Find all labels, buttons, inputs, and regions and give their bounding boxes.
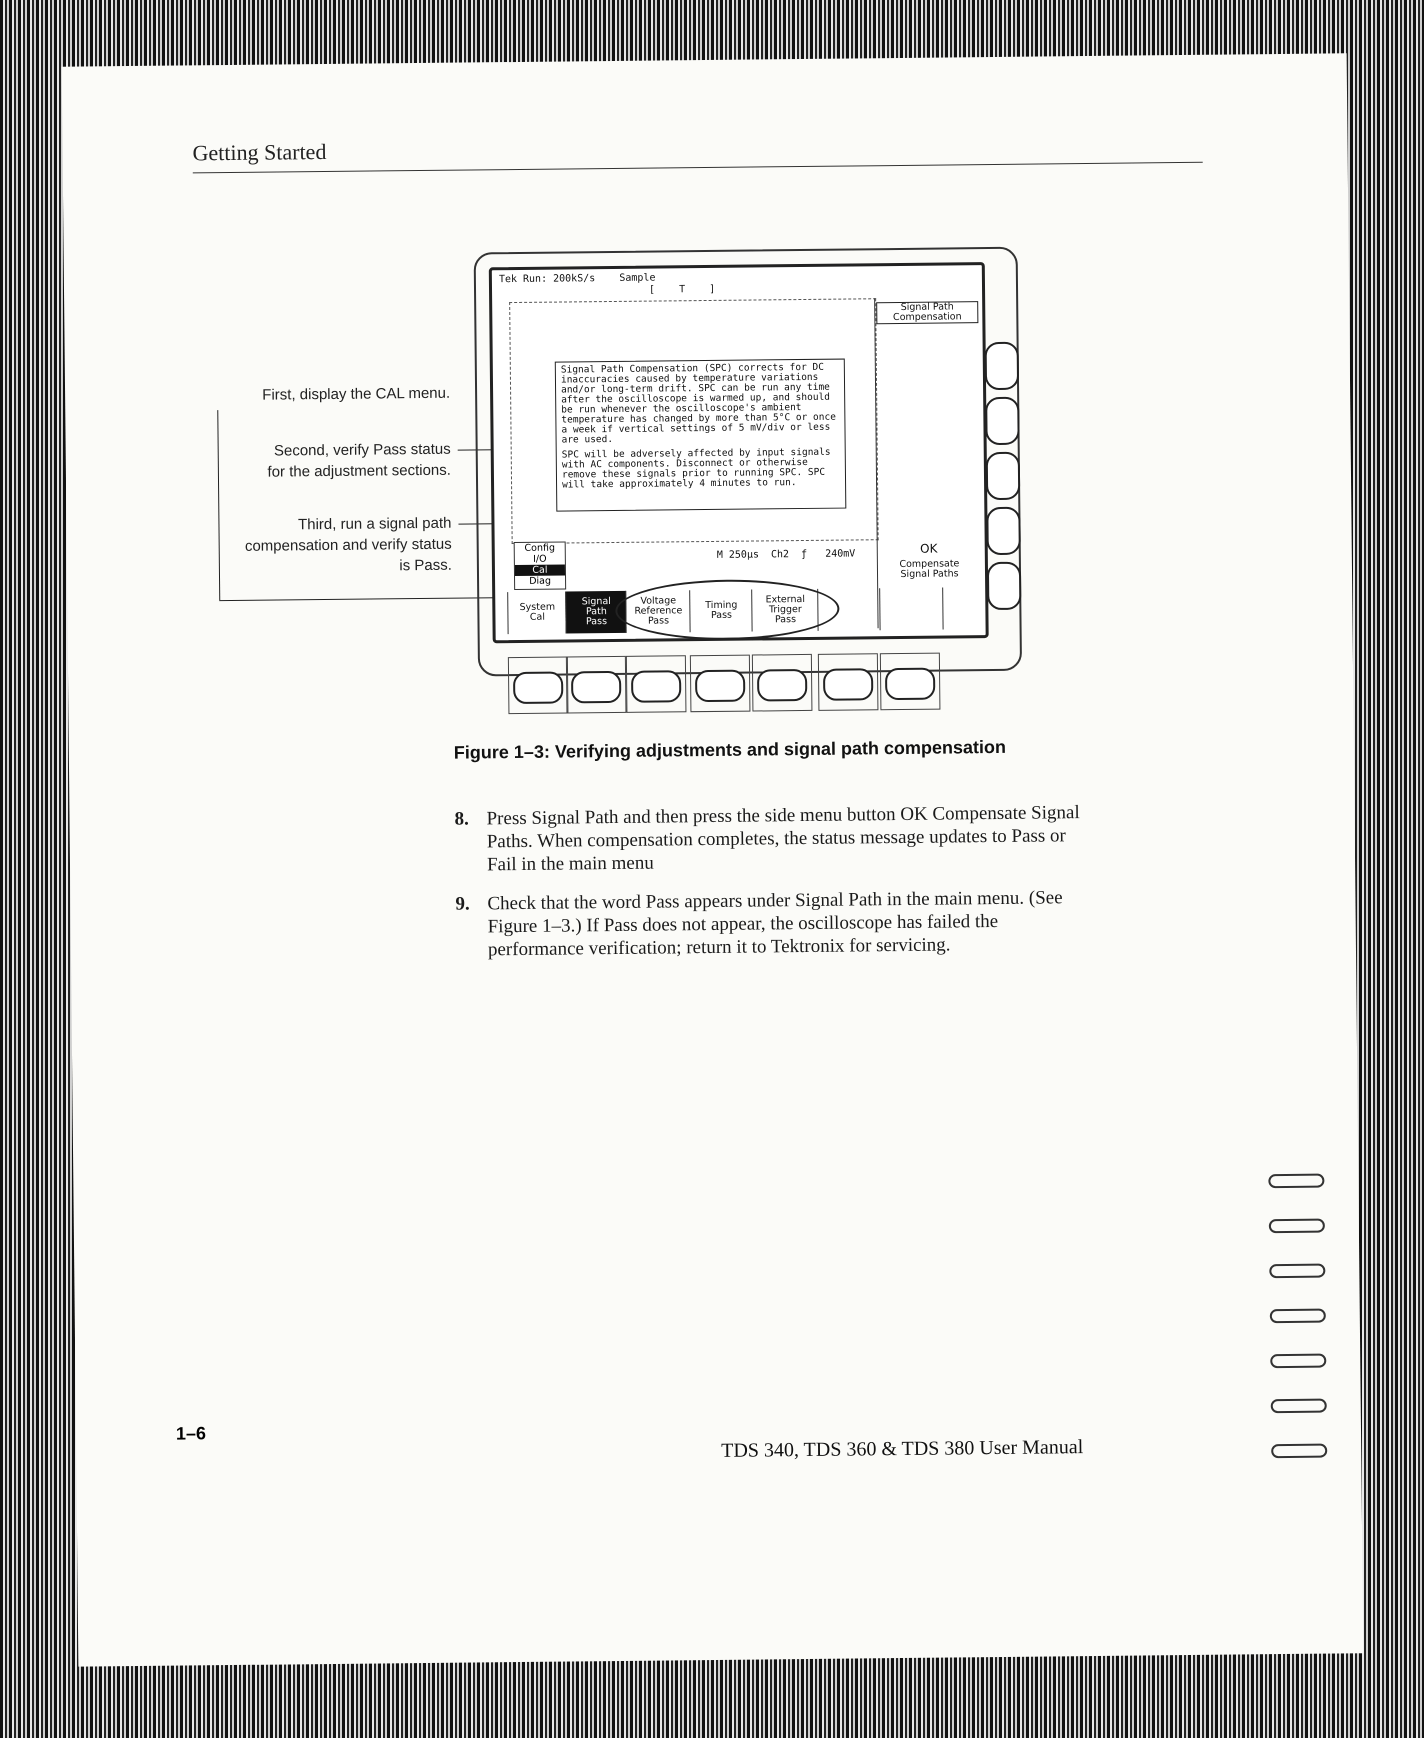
binding-ring [1270, 1309, 1326, 1324]
popup-io[interactable]: I/O [533, 553, 547, 565]
menu-system-cal-l2: Cal [529, 611, 546, 623]
binding-ring [1271, 1399, 1327, 1414]
step-8 [454, 801, 1095, 877]
side-button-2[interactable] [985, 397, 1020, 445]
menu-voltage-ref-l1: Voltage [640, 595, 677, 607]
spc-message-para-2: SPC will be adversely affected by input signals with AC components. Disconnect or otherwise remove these signals prior to running SPC. SPC will take approximately 4 minutes to run. [561, 446, 831, 491]
callout-second: Second, verify Pass status for the adjustment sections. [267, 440, 451, 481]
menu-ext-trig-l2: Trigger [768, 604, 802, 616]
menu-system-cal[interactable] [507, 591, 566, 634]
bottom-button-7[interactable] [885, 668, 935, 701]
binding-ring [1269, 1219, 1325, 1234]
menu-ext-trig-status: Pass [774, 614, 797, 626]
binding-ring [1269, 1264, 1325, 1279]
menu-timing-status: Pass [710, 609, 733, 621]
popup-config[interactable]: Config [524, 542, 556, 554]
callout-first: First, display the CAL menu. [262, 384, 451, 404]
figure-caption: Figure 1–3: Verifying adjustments and signal path compensation [453, 736, 1007, 763]
bottom-button-5[interactable] [757, 669, 807, 702]
menu-ext-trig-l1: External [765, 593, 806, 606]
side-button-3[interactable] [986, 452, 1021, 500]
spc-message-box [555, 359, 847, 512]
spc-message-para-1: Signal Path Compensation (SPC) corrects for DC inaccuracies caused by temperature variations and/or long-term drift. SPC can be run any time after the oscilloscope is warmed up, and should be run whenever the oscilloscope's ambient temperature has changed by more than 5°C or once a week if vertical settings of 5 mV/div or less are used. [560, 361, 836, 446]
scope-readout: M 250µs Ch2 ƒ 240mV [716, 548, 856, 561]
bottom-button-2[interactable] [571, 671, 621, 704]
menu-empty-7[interactable] [879, 588, 943, 631]
menu-system-cal-l1: System [519, 601, 556, 613]
step-8-text: Press Signal Path and then press the side menu button OK Compensate Signal Paths. When compensation completes, the status message updates to Pass or Fail in the main menu [486, 802, 1080, 876]
side-button-4[interactable] [986, 507, 1021, 555]
callout-third: Third, run a signal path compensation and verify status is Pass. [244, 514, 452, 575]
trigger-marker: [ T ] [648, 283, 716, 296]
popup-menu [514, 541, 566, 590]
step-9 [455, 886, 1096, 962]
bottom-button-3[interactable] [631, 670, 681, 703]
menu-signal-path-l2: Path [585, 606, 607, 618]
binding-ring [1268, 1174, 1324, 1189]
side-button-1[interactable] [985, 342, 1020, 390]
step-8-number: 8. [454, 808, 469, 830]
step-9-text: Check that the word Pass appears under Signal Path in the main menu. (See Figure 1–3.) If Pass does not appear, the oscilloscope has failed the performance verification; return it to Tektronix for servicing. [487, 887, 1063, 961]
binding-ring [1270, 1354, 1326, 1369]
menu-signal-path-l1: Signal [581, 596, 611, 608]
page-number: 1–6 [175, 1423, 207, 1444]
popup-cal[interactable]: Cal [515, 565, 565, 577]
status-line: Tek Run: 200kS/s Sample [498, 272, 656, 286]
menu-voltage-ref-status: Pass [647, 615, 670, 627]
side-ok-sub-label: Compensate Signal Paths [899, 558, 960, 580]
bottom-button-1[interactable] [513, 672, 563, 705]
bottom-button-4[interactable] [695, 670, 745, 703]
menu-voltage-ref-l2: Reference [634, 605, 683, 617]
step-9-number: 9. [455, 893, 470, 915]
menu-timing-l1: Timing [705, 599, 738, 612]
menu-signal-path-status: Pass [585, 616, 608, 628]
header-rule [193, 162, 1203, 174]
page-header: Getting Started [192, 138, 327, 166]
side-menu-title: Signal Path Compensation [876, 301, 978, 324]
callout-first-leader-h [219, 597, 519, 601]
side-ok-label: OK [920, 541, 938, 556]
side-button-ok[interactable] [987, 562, 1022, 610]
popup-diag[interactable]: Diag [529, 575, 552, 587]
bottom-button-6[interactable] [823, 668, 873, 701]
binding-ring [1271, 1444, 1327, 1459]
manual-title: TDS 340, TDS 360 & TDS 380 User Manual [721, 1436, 1084, 1462]
callout-first-leader [217, 410, 220, 600]
manual-page [62, 53, 1364, 1666]
